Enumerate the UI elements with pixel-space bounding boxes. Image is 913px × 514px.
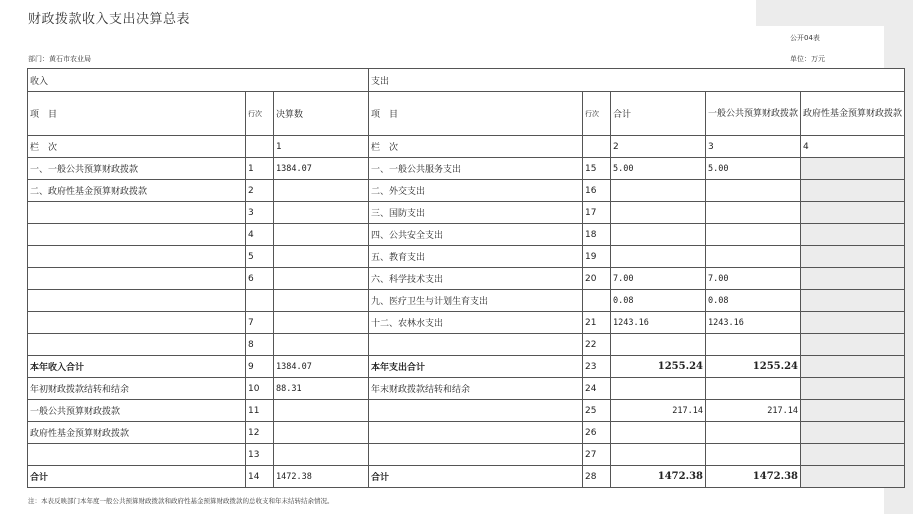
income-item	[28, 444, 246, 466]
income-item	[28, 268, 246, 290]
income-line-no: 2	[246, 180, 274, 202]
top-gray-band	[756, 0, 913, 26]
gov-fund-header: 政府性基金预算财政拨款	[801, 92, 905, 136]
expense-general-budget	[706, 246, 801, 268]
income-line-no: 14	[246, 466, 274, 488]
column-number-4: 4	[801, 136, 905, 158]
expense-item: 九、医疗卫生与计划生育支出	[369, 290, 583, 312]
expense-line-header: 行次	[583, 92, 611, 136]
income-line-no: 10	[246, 378, 274, 400]
grand-total-row	[28, 466, 905, 488]
expense-gov-fund	[801, 268, 905, 290]
expense-general-budget	[706, 224, 801, 246]
expense-item	[369, 400, 583, 422]
expense-total: 5.00	[611, 158, 706, 180]
expense-item: 六、科学技术支出	[369, 268, 583, 290]
expense-general-budget	[706, 334, 801, 356]
expense-total: 1243.16	[611, 312, 706, 334]
expense-gov-fund	[801, 202, 905, 224]
expense-gov-fund	[801, 466, 905, 488]
income-item: 年初财政拨款结转和结余	[28, 378, 246, 400]
income-item: 本年收入合计	[28, 356, 246, 378]
expense-line-no: 23	[583, 356, 611, 378]
column-header-row	[28, 92, 905, 136]
page-title: 财政拨款收入支出决算总表	[28, 12, 191, 27]
expense-item: 三、国防支出	[369, 202, 583, 224]
expense-total: 7.00	[611, 268, 706, 290]
table-row	[28, 334, 905, 356]
column-line-blank	[583, 136, 611, 158]
expense-total-header: 合计	[611, 92, 706, 136]
income-item	[28, 246, 246, 268]
income-amount: 88.31	[274, 378, 369, 400]
expense-general-budget: 1243.16	[706, 312, 801, 334]
income-item: 一、一般公共预算财政拨款	[28, 158, 246, 180]
expense-line-no: 20	[583, 268, 611, 290]
column-line-blank	[246, 136, 274, 158]
income-amount	[274, 444, 369, 466]
income-item	[28, 224, 246, 246]
expense-general-budget	[706, 180, 801, 202]
expense-item: 十二、农林水支出	[369, 312, 583, 334]
column-label-left: 栏 次	[28, 136, 246, 158]
column-number-2: 2	[611, 136, 706, 158]
income-amount: 1384.07	[274, 158, 369, 180]
expense-line-no: 15	[583, 158, 611, 180]
table-row	[28, 312, 905, 334]
income-item: 合计	[28, 466, 246, 488]
department-label: 部门：黄石市农业局	[28, 55, 91, 63]
expense-total: 1255.24	[611, 356, 706, 378]
income-line-no: 6	[246, 268, 274, 290]
expense-total	[611, 202, 706, 224]
income-amount	[274, 312, 369, 334]
expense-line-no: 26	[583, 422, 611, 444]
expense-gov-fund	[801, 180, 905, 202]
income-amount	[274, 180, 369, 202]
expense-item: 四、公共安全支出	[369, 224, 583, 246]
expense-item	[369, 334, 583, 356]
income-amount	[274, 202, 369, 224]
expense-item: 一、一般公共服务支出	[369, 158, 583, 180]
expense-item: 合计	[369, 466, 583, 488]
income-line-no: 13	[246, 444, 274, 466]
table-row	[28, 422, 905, 444]
table-row	[28, 444, 905, 466]
expense-line-no: 28	[583, 466, 611, 488]
table-row	[28, 180, 905, 202]
table-row	[28, 202, 905, 224]
expense-total: 0.08	[611, 290, 706, 312]
general-budget-header: 一般公共预算财政拨款	[706, 92, 801, 136]
expense-line-no: 21	[583, 312, 611, 334]
income-line-no	[246, 290, 274, 312]
expense-total	[611, 246, 706, 268]
income-amount	[274, 400, 369, 422]
expense-total	[611, 422, 706, 444]
expense-total	[611, 180, 706, 202]
expense-line-no: 22	[583, 334, 611, 356]
expense-line-no: 25	[583, 400, 611, 422]
expense-item: 年末财政拨款结转和结余	[369, 378, 583, 400]
form-number: 公开04表	[790, 34, 820, 42]
income-line-no: 8	[246, 334, 274, 356]
expense-gov-fund	[801, 444, 905, 466]
column-label-right: 栏 次	[369, 136, 583, 158]
income-item: 政府性基金预算财政拨款	[28, 422, 246, 444]
expense-line-no: 19	[583, 246, 611, 268]
budget-table	[27, 68, 905, 488]
expense-item: 本年支出合计	[369, 356, 583, 378]
income-item	[28, 312, 246, 334]
expense-general-budget: 1255.24	[706, 356, 801, 378]
table-row	[28, 224, 905, 246]
expense-item: 五、教育支出	[369, 246, 583, 268]
income-amount	[274, 224, 369, 246]
column-number-1: 1	[274, 136, 369, 158]
expense-general-budget: 217.14	[706, 400, 801, 422]
income-item	[28, 202, 246, 224]
table-row	[28, 378, 905, 400]
income-item: 一般公共预算财政拨款	[28, 400, 246, 422]
expense-line-no: 24	[583, 378, 611, 400]
column-number-row	[28, 136, 905, 158]
unit-label: 单位：万元	[790, 55, 825, 63]
income-item: 二、政府性基金预算财政拨款	[28, 180, 246, 202]
income-amount	[274, 334, 369, 356]
income-amount-header: 决算数	[274, 92, 369, 136]
income-amount: 1384.07	[274, 356, 369, 378]
expense-gov-fund	[801, 422, 905, 444]
income-line-header: 行次	[246, 92, 274, 136]
income-line-no: 7	[246, 312, 274, 334]
section-header-row	[28, 69, 905, 92]
income-line-no: 3	[246, 202, 274, 224]
expense-header: 支出	[369, 69, 905, 92]
expense-total: 1472.38	[611, 466, 706, 488]
column-number-3: 3	[706, 136, 801, 158]
expense-total	[611, 444, 706, 466]
income-item-header: 项 目	[28, 92, 246, 136]
income-line-no: 4	[246, 224, 274, 246]
expense-gov-fund	[801, 334, 905, 356]
income-amount	[274, 246, 369, 268]
expense-general-budget	[706, 378, 801, 400]
table-row	[28, 268, 905, 290]
expense-general-budget: 5.00	[706, 158, 801, 180]
income-item	[28, 334, 246, 356]
expense-gov-fund	[801, 400, 905, 422]
expense-line-no: 17	[583, 202, 611, 224]
income-amount: 1472.38	[274, 466, 369, 488]
expense-item: 二、外交支出	[369, 180, 583, 202]
table-row	[28, 246, 905, 268]
expense-line-no: 16	[583, 180, 611, 202]
income-amount	[274, 268, 369, 290]
expense-gov-fund	[801, 378, 905, 400]
expense-gov-fund	[801, 356, 905, 378]
expense-general-budget	[706, 202, 801, 224]
income-item	[28, 290, 246, 312]
income-amount	[274, 290, 369, 312]
expense-line-no: 18	[583, 224, 611, 246]
income-header: 收入	[28, 69, 369, 92]
expense-general-budget: 7.00	[706, 268, 801, 290]
table-row	[28, 290, 905, 312]
expense-total: 217.14	[611, 400, 706, 422]
expense-line-no	[583, 290, 611, 312]
income-line-no: 5	[246, 246, 274, 268]
income-line-no: 1	[246, 158, 274, 180]
income-line-no: 11	[246, 400, 274, 422]
table-row	[28, 400, 905, 422]
expense-gov-fund	[801, 158, 905, 180]
expense-general-budget: 1472.38	[706, 466, 801, 488]
expense-gov-fund	[801, 312, 905, 334]
income-amount	[274, 422, 369, 444]
expense-gov-fund	[801, 224, 905, 246]
expense-line-no: 27	[583, 444, 611, 466]
footnote: 注：本表反映部门本年度一般公共预算财政拨款和政府性基金预算财政拨款的总收支和年末结转结余情况。	[28, 497, 334, 505]
expense-gov-fund	[801, 290, 905, 312]
expense-total	[611, 334, 706, 356]
income-line-no: 9	[246, 356, 274, 378]
income-line-no: 12	[246, 422, 274, 444]
expense-general-budget	[706, 444, 801, 466]
expense-gov-fund	[801, 246, 905, 268]
expense-item-header: 项 目	[369, 92, 583, 136]
expense-item	[369, 444, 583, 466]
annual-total-row	[28, 356, 905, 378]
expense-general-budget: 0.08	[706, 290, 801, 312]
expense-item	[369, 422, 583, 444]
table-row	[28, 158, 905, 180]
expense-total	[611, 224, 706, 246]
expense-total	[611, 378, 706, 400]
expense-general-budget	[706, 422, 801, 444]
